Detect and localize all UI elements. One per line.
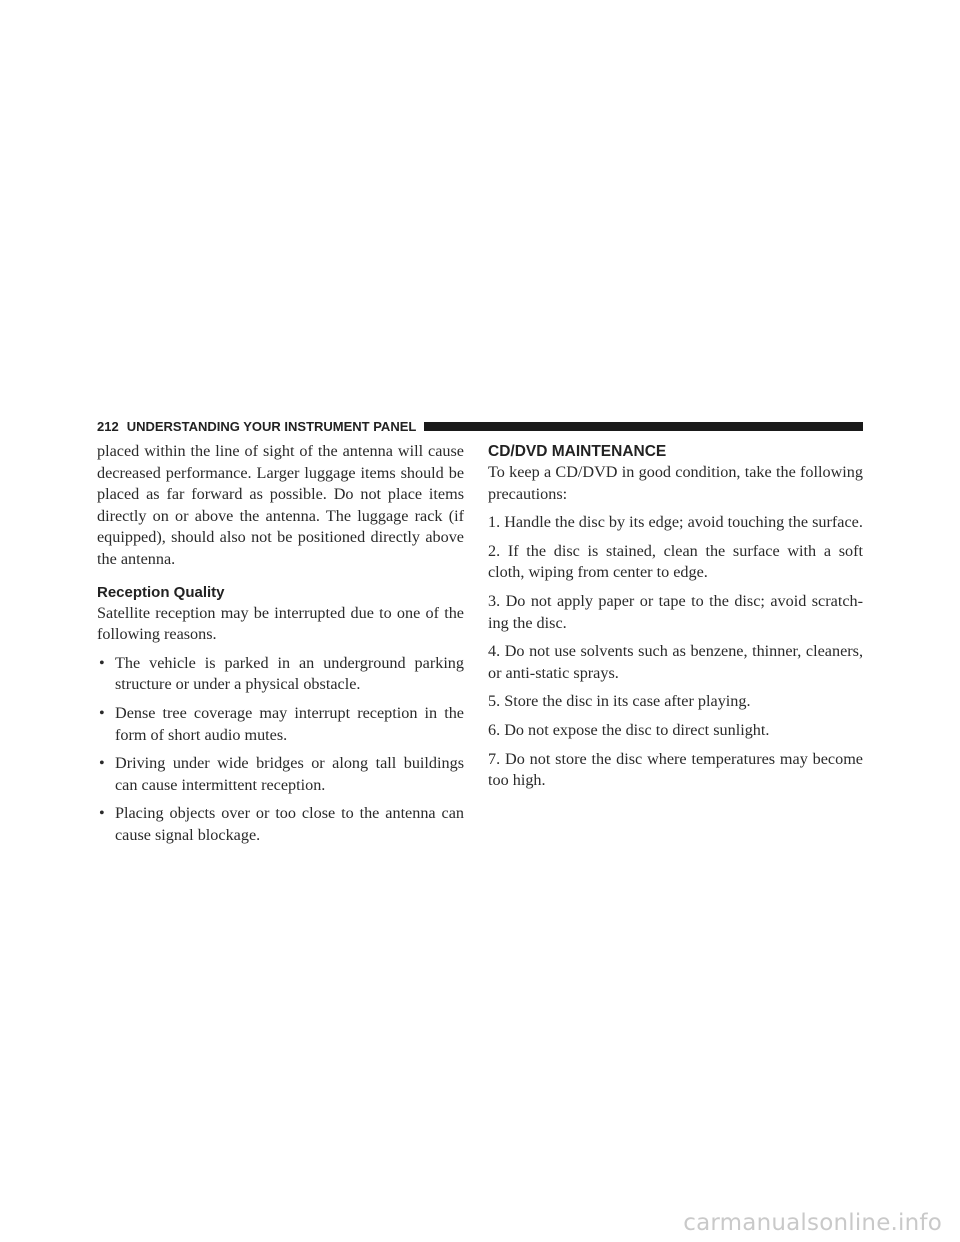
bullet-icon: • — [99, 804, 105, 823]
reception-paragraph: Satellite reception may be interrupted due to one of the following reasons. — [97, 603, 464, 644]
maintenance-step: 6. Do not expose the disc to direct sunlight. — [488, 720, 770, 739]
watermark: carmanualsonline.info — [683, 1210, 942, 1236]
maintenance-step: 2. If the disc is stained, clean the surface with a soft cloth, wiping from center to edge. — [488, 541, 863, 582]
maintenance-step: 1. Handle the disc by its edge; avoid touching the surface. — [488, 513, 863, 532]
list-item-text: Dense tree coverage may interrupt reception in the form of short audio mutes. — [115, 703, 464, 744]
section-title: UNDERSTANDING YOUR INSTRUMENT PANEL — [126, 418, 417, 434]
reception-bullet-list — [97, 653, 464, 847]
list-item — [97, 653, 464, 696]
maintenance-intro: To keep a CD/DVD in good condition, take the following precautions: — [488, 463, 863, 503]
header-rule — [424, 422, 863, 431]
bullet-icon: • — [99, 703, 105, 722]
page-header — [97, 417, 863, 435]
list-item — [97, 703, 464, 746]
intro-paragraph: placed within the line of sight of the antenna will cause decreased performance. Larger luggage items should be placed as far forward as possible. Do not place items directly on or above the antenna. The luggage rack (if equipped), should also not be positioned directly above the antenna. — [97, 442, 464, 568]
maintenance-step: 5. Store the disc in its case after playing. — [488, 692, 751, 711]
list-item — [97, 803, 464, 846]
list-item-text: Driving under wide bridges or along tall buildings can cause intermittent reception. — [115, 754, 464, 794]
bullet-icon: • — [99, 653, 105, 672]
maintenance-step: 7. Do not store the disc where temperatures may become too high. — [488, 749, 863, 790]
maintenance-step: 4. Do not use solvents such as benzene, thinner, cleaners, or anti-static sprays. — [488, 642, 863, 682]
maintenance-step: 3. Do not apply paper or tape to the disc; avoid scratch- ing the disc. — [488, 591, 863, 632]
left-column — [97, 441, 464, 854]
reception-quality-heading: Reception Quality — [97, 583, 225, 601]
bullet-icon: • — [99, 754, 105, 773]
list-item — [97, 753, 464, 796]
right-column — [488, 441, 863, 799]
page-number: 212 — [97, 418, 119, 434]
list-item-text: Placing objects over or too close to the antenna can cause signal blockage. — [115, 804, 464, 844]
cd-dvd-maintenance-heading: CD/DVD MAINTENANCE — [488, 443, 667, 460]
list-item-text: The vehicle is parked in an underground parking structure or under a physical obstacle. — [115, 653, 464, 694]
